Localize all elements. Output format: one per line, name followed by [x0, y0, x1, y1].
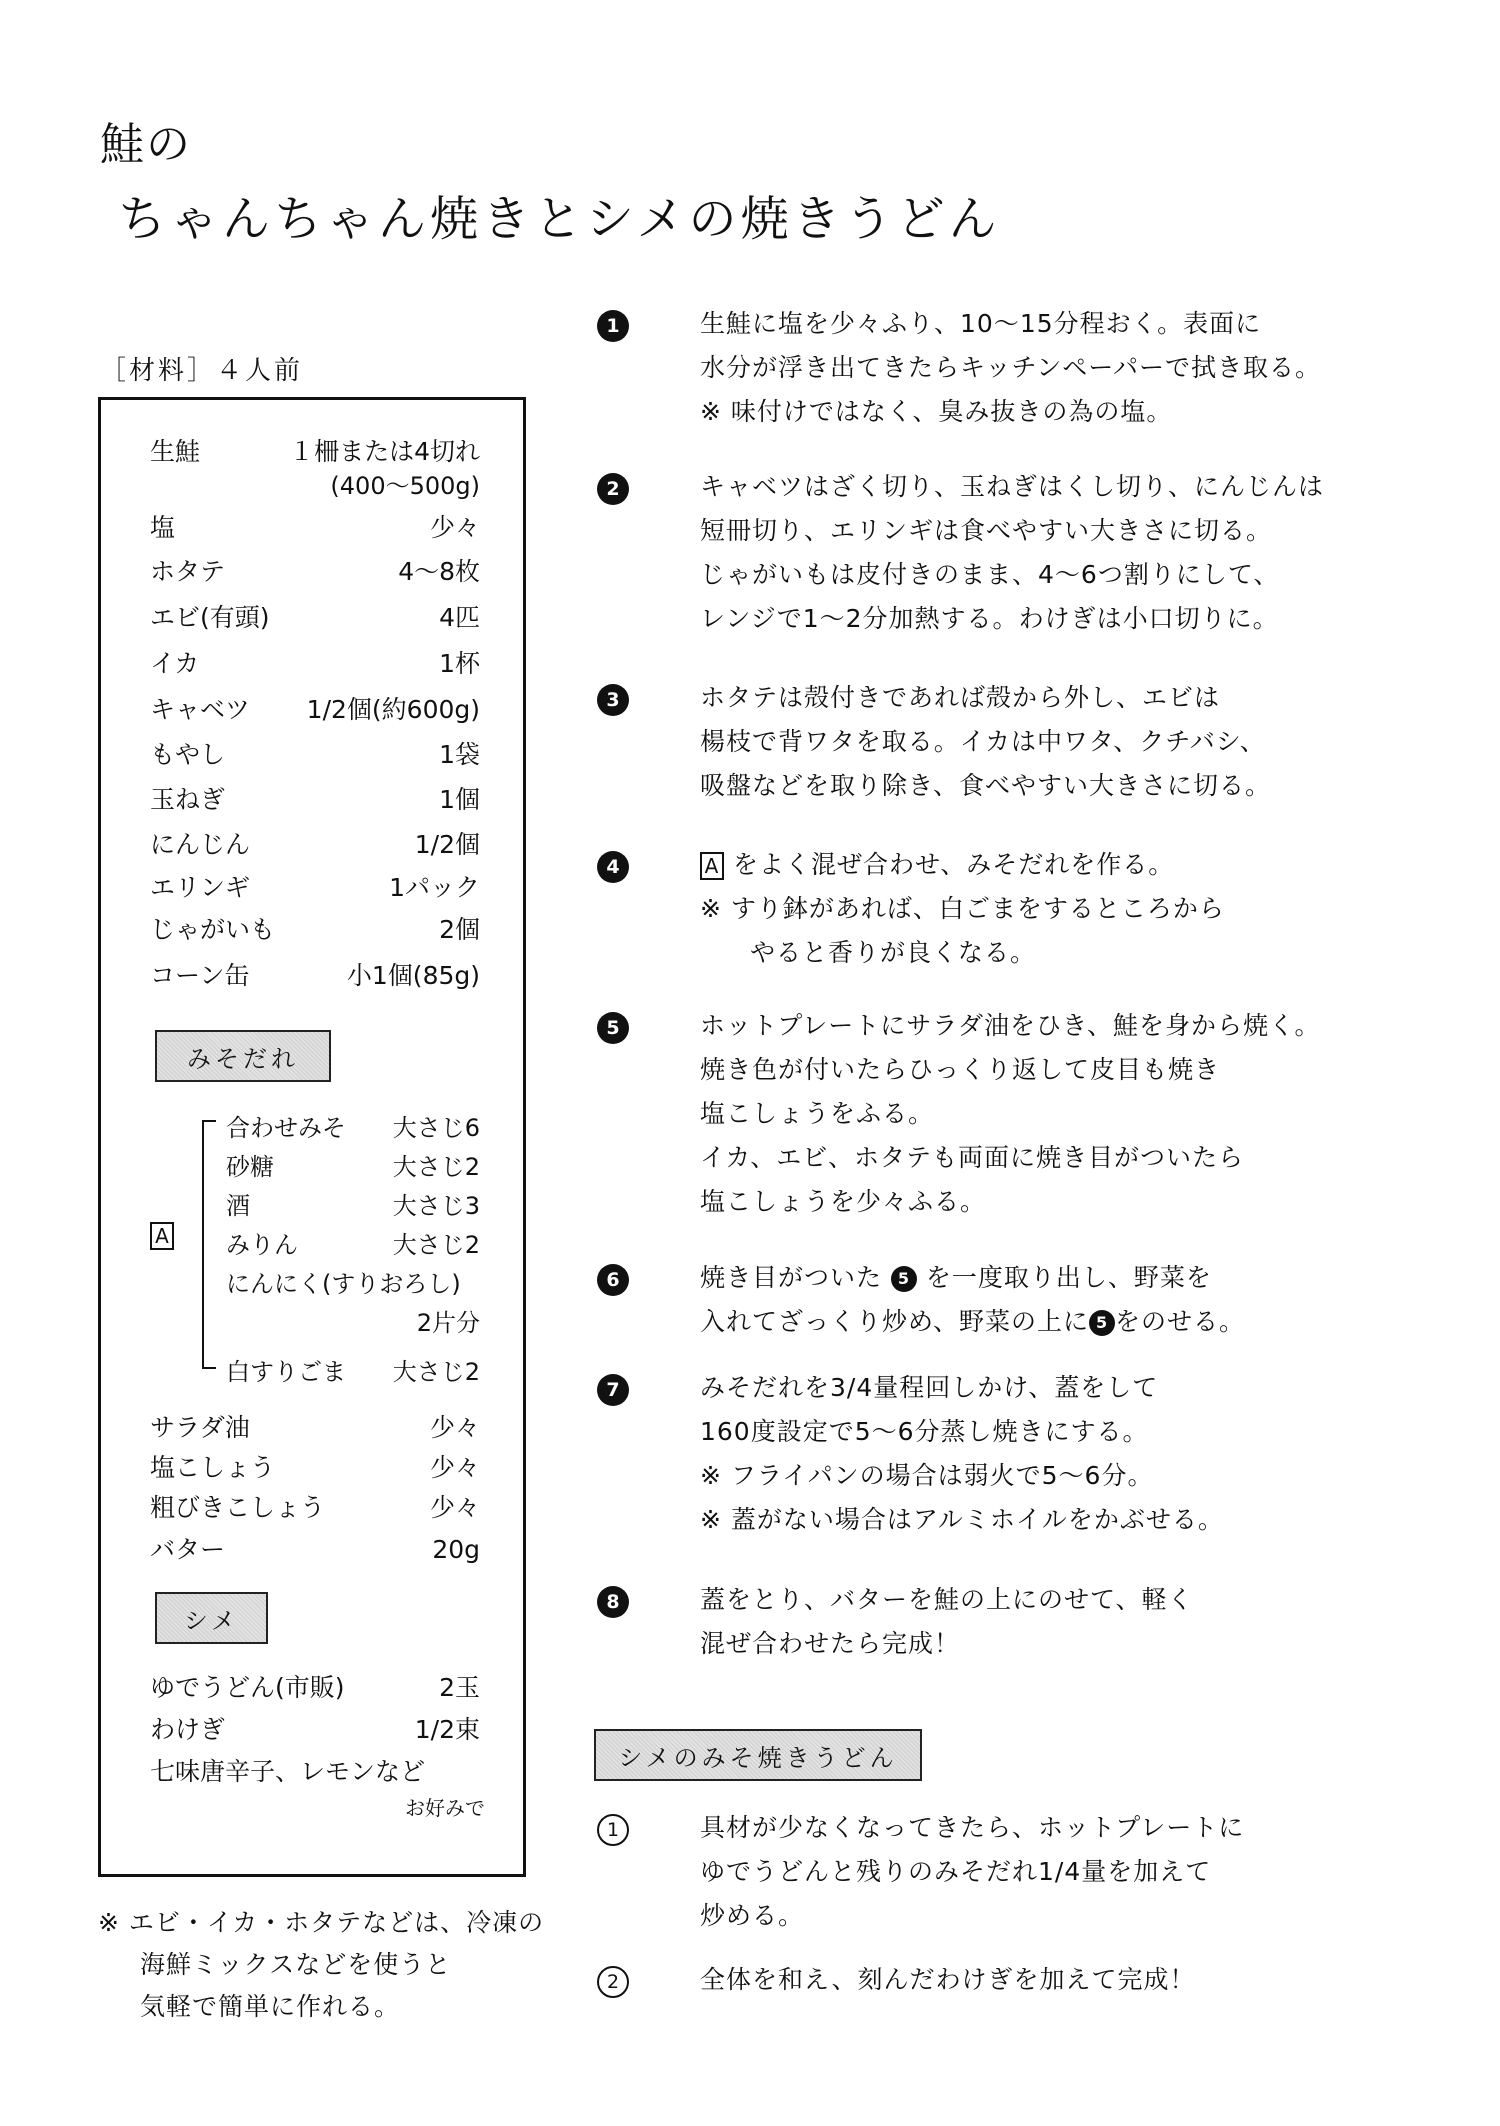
- note-mark: ※: [98, 1908, 120, 1937]
- ingredient-row: [150, 910, 480, 946]
- ingredient-amount: 4匹: [439, 603, 480, 632]
- step-text: 吸盤などを取り除き、食べやすい大きさに切る。: [700, 771, 1272, 800]
- ingredient-name: エリンギ: [150, 873, 251, 902]
- ingredient-amount: 大さじ6: [392, 1114, 480, 1142]
- ingredient-row: [150, 868, 480, 904]
- ingredient-row: [150, 1408, 480, 1444]
- misodare-label: みそだれ: [155, 1030, 331, 1082]
- ingredient-amount: 20g: [432, 1535, 480, 1564]
- step-text: 蓋をとり、バターを鮭の上にのせて、軽く: [700, 1585, 1194, 1614]
- ingredient-name: 酒: [226, 1192, 250, 1220]
- ingredient-name: 塩: [150, 513, 176, 542]
- ingredient-amount: 4～8枚: [398, 557, 480, 586]
- misodare-row: [226, 1147, 480, 1182]
- step-text: レンジで1～2分加熱する。わけぎは小口切りに。: [700, 604, 1279, 633]
- ingredient-name: にんじん: [150, 830, 251, 859]
- ingredient-row: [150, 1530, 480, 1566]
- ingredient-amount: 少々: [429, 513, 480, 542]
- ingredient-amount: 1杯: [439, 649, 480, 678]
- ingredient-name: 白すりごま: [226, 1358, 346, 1386]
- ingredient-name: もやし: [150, 740, 226, 769]
- ingredient-row: [150, 508, 480, 544]
- step-text: ホットプレートにサラダ油をひき、鮭を身から焼く。: [700, 1011, 1321, 1040]
- ingredient-name: にんにく(すりおろし): [226, 1270, 461, 1298]
- ingredient-name: 玉ねぎ: [150, 785, 226, 814]
- ingredient-row: [150, 432, 480, 468]
- ingredient-name: 生鮭: [150, 437, 201, 466]
- shime-ingredient-row: [150, 1752, 480, 1788]
- step-text: イカ、エビ、ホタテも両面に焼き目がついたら: [700, 1143, 1245, 1172]
- step-text: 具材が少なくなってきたら、ホットプレートに: [700, 1813, 1245, 1842]
- step-number-badge: 2: [597, 473, 629, 505]
- ingredients-note: ※ エビ・イカ・ホタテなどは、冷凍の 海鮮ミックスなどを使うと 気軽で簡単に作れる。: [98, 1908, 545, 2021]
- step-text: キャベツはざく切り、玉ねぎはくし切り、にんじんは: [700, 472, 1325, 501]
- ingredient-amount: 大さじ3: [392, 1192, 480, 1220]
- step-text: をのせる。: [1115, 1307, 1246, 1336]
- step-text: 焼き目がついた: [700, 1263, 883, 1292]
- step-number-badge: 5: [597, 1012, 629, 1044]
- step-note: ※ フライパンの場合は弱火で5～6分。: [700, 1461, 1154, 1490]
- ingredient-name: ゆでうどん(市販): [150, 1673, 345, 1702]
- ingredient-amount: 少々: [429, 1493, 480, 1522]
- ingredient-amount: １柵または4切れ: [289, 437, 480, 466]
- step-text: 焼き色が付いたらひっくり返して皮目も焼き: [700, 1055, 1221, 1084]
- ingredient-name: ホタテ: [150, 557, 226, 586]
- step-number-badge: 6: [597, 1264, 629, 1296]
- ingredient-row: [150, 1448, 480, 1484]
- recipe-title-line1: 鮭の: [100, 119, 192, 170]
- group-a-marker: [150, 1222, 174, 1250]
- ingredient-amount: 少々: [429, 1413, 480, 1442]
- misodare-row: [226, 1186, 480, 1221]
- shime-ingredient-row: [150, 1668, 480, 1704]
- step-text: 混ぜ合わせたら完成！: [700, 1629, 961, 1658]
- ingredient-amount: 1袋: [439, 740, 480, 769]
- ingredient-amount: 1/2個(約600g): [306, 695, 480, 724]
- step-note: やると香りが良くなる。: [750, 938, 1037, 967]
- step-text: ゆでうどんと残りのみそだれ1/4量を加えて: [700, 1857, 1212, 1886]
- group-a-marker-ref: A: [700, 852, 724, 880]
- ingredient-amount: 2個: [439, 915, 480, 944]
- step-note: ※ すり鉢があれば、白ごまをするところから: [700, 894, 1225, 923]
- step-number-badge: 4: [597, 851, 629, 883]
- ingredient-amount: 1個: [439, 785, 480, 814]
- step-text: 水分が浮き出てきたらキッチンペーパーで拭き取る。: [700, 353, 1322, 382]
- step-text: ホタテは殻付きであれば殻から外し、エビは: [700, 683, 1221, 712]
- ingredient-row: [150, 598, 480, 634]
- ingredient-name: バター: [150, 1535, 226, 1564]
- shime-label: シメ: [155, 1592, 268, 1644]
- ingredient-amount: 1/2束: [414, 1715, 480, 1744]
- step-text: 全体を和え、刻んだわけぎを加えて完成！: [700, 1965, 1196, 1994]
- ingredient-row: [150, 1488, 480, 1524]
- step-number-badge: 3: [597, 684, 629, 716]
- step-number-badge: 1: [597, 310, 629, 342]
- recipe-title-line2: ちゃんちゃん焼きとシメの焼きうどん: [118, 191, 1001, 247]
- misodare-row: [226, 1264, 480, 1299]
- step-number-badge: 8: [597, 1586, 629, 1618]
- step-text: 160度設定で5～6分蒸し焼きにする。: [700, 1417, 1149, 1446]
- misodare-row: [226, 1352, 480, 1387]
- ingredient-amount: 2片分: [416, 1309, 480, 1337]
- step-text: みそだれを3/4量程回しかけ、蓋をして: [700, 1373, 1159, 1402]
- ingredient-name: わけぎ: [150, 1715, 226, 1744]
- ingredient-amount: 大さじ2: [392, 1153, 480, 1181]
- step-text: 生鮭に塩を少々ふり、10～15分程おく。表面に: [700, 309, 1262, 338]
- ingredient-name: キャベツ: [150, 695, 251, 724]
- ingredient-name: イカ: [150, 649, 200, 678]
- ingredient-amount: 少々: [429, 1453, 480, 1482]
- step-note: ※ 味付けではなく、臭み抜きの為の塩。: [700, 397, 1173, 426]
- step-number-circle: 2: [597, 1966, 629, 1998]
- ingredient-amount: 1/2個: [414, 830, 480, 859]
- ingredient-row: [150, 825, 480, 861]
- ingredient-row: [150, 690, 480, 726]
- ingredient-amount: 小1個(85g): [346, 961, 480, 990]
- ingredient-name: エビ(有頭): [150, 603, 270, 632]
- ingredient-name: 砂糖: [226, 1153, 274, 1181]
- step-text: 塩こしょうを少々ふる。: [700, 1187, 987, 1216]
- step-number-circle: 1: [597, 1814, 629, 1846]
- ingredient-row: [150, 644, 480, 680]
- step-text: 楊枝で背ワタを取る。イカは中ワタ、クチバシ、: [700, 727, 1266, 756]
- misodare-row: [226, 1225, 480, 1260]
- ingredient-amount-detail: (400～500g): [330, 472, 480, 500]
- ingredient-amount: 大さじ2: [392, 1231, 480, 1259]
- ingredient-name: 粗びきこしょう: [150, 1493, 326, 1522]
- step-number-badge: 7: [597, 1374, 629, 1406]
- step-ref-badge: 5: [891, 1266, 917, 1292]
- group-a-bracket: [202, 1120, 216, 1369]
- ingredient-name: サラダ油: [150, 1413, 250, 1442]
- step-text: 炒める。: [700, 1901, 805, 1930]
- ingredient-amount: お好みで: [405, 1796, 485, 1820]
- group-a-marker-box: A: [150, 1222, 174, 1250]
- step-text: じゃがいもは皮付きのまま、4～6つ割りにして、: [700, 560, 1280, 589]
- shime-ingredient-row: [150, 1710, 480, 1746]
- ingredient-row: [150, 956, 480, 992]
- ingredient-name: 合わせみそ: [226, 1114, 346, 1142]
- ingredient-name: コーン缶: [150, 961, 250, 990]
- ingredient-name: みりん: [226, 1231, 298, 1259]
- ingredient-amount: 2玉: [439, 1673, 480, 1702]
- ingredient-row: [150, 735, 480, 771]
- misodare-row: [226, 1108, 480, 1143]
- shime-section-label: シメのみそ焼きうどん: [594, 1729, 922, 1781]
- ingredient-name: 七味唐辛子、レモンなど: [150, 1757, 426, 1786]
- ingredient-amount: 大さじ2: [392, 1358, 480, 1386]
- ingredient-name: 塩こしょう: [150, 1453, 276, 1482]
- ingredients-heading: ［材料］４人前: [100, 356, 304, 386]
- ingredient-row: [150, 780, 480, 816]
- ingredient-name: じゃがいも: [150, 915, 276, 944]
- step-text: を一度取り出し、野菜を: [925, 1263, 1212, 1292]
- step-text: 入れてざっくり炒め、野菜の上に: [700, 1307, 1090, 1336]
- step-text: をよく混ぜ合わせ、みそだれを作る。: [732, 850, 1175, 879]
- ingredient-row: [150, 552, 480, 588]
- step-text: 短冊切り、エリンギは食べやすい大きさに切る。: [700, 516, 1273, 545]
- step-text: 塩こしょうをふる。: [700, 1099, 935, 1128]
- step-ref-badge: 5: [1089, 1310, 1115, 1336]
- ingredient-amount: 1パック: [389, 873, 480, 902]
- step-note: ※ 蓋がない場合はアルミホイルをかぶせる。: [700, 1505, 1224, 1534]
